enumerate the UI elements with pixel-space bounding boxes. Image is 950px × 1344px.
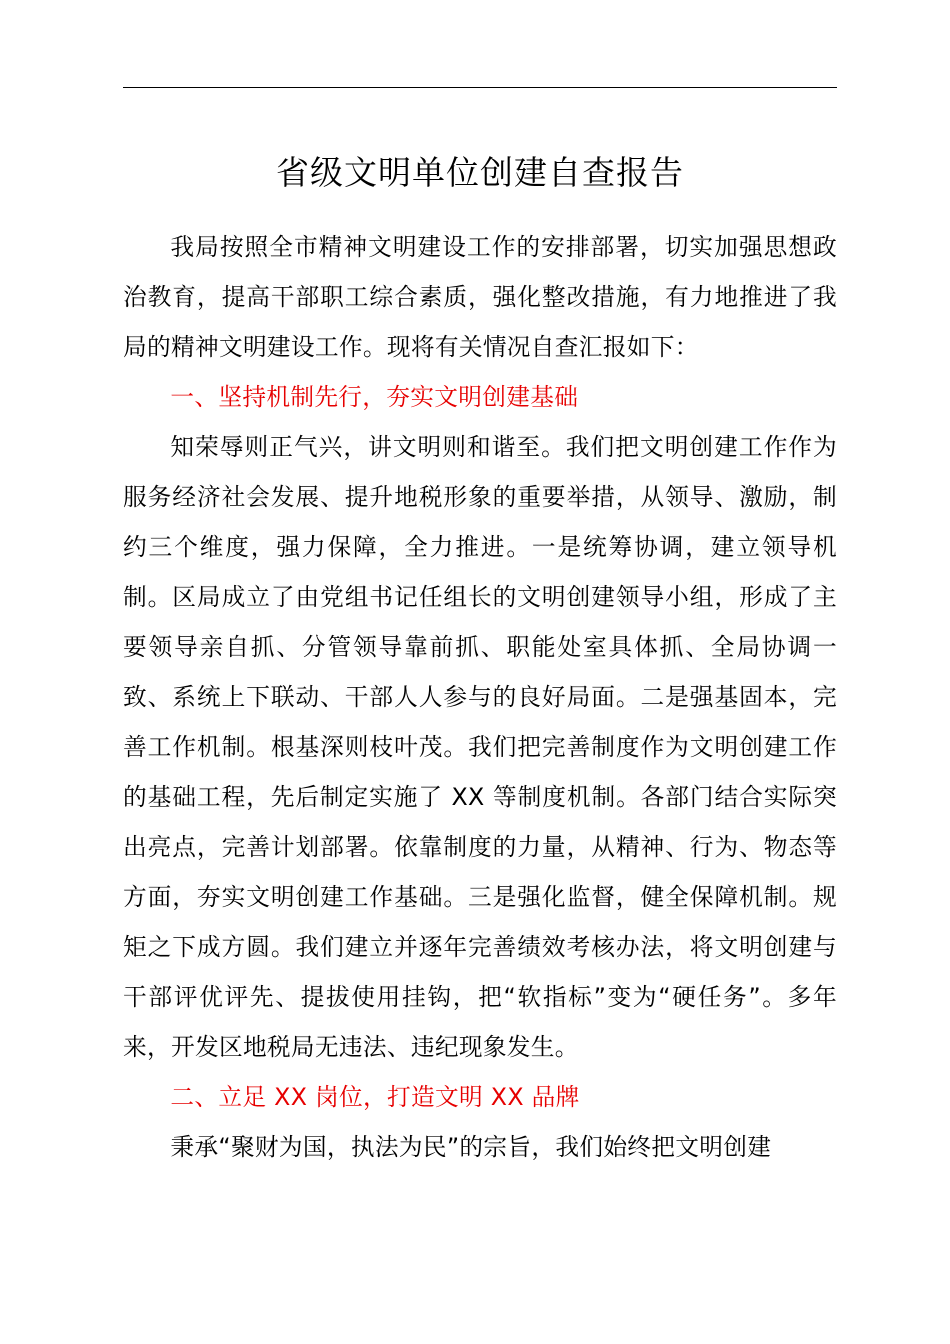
- section-2-paragraph: 秉承“聚财为国，执法为民”的宗旨，我们始终把文明创建: [170, 1133, 772, 1161]
- document-body: [123, 222, 837, 1172]
- header-rule: [123, 87, 837, 88]
- section-1-paragraph: 知荣辱则正气兴，讲文明则和谐至。我们把文明创建工作作为服务经济社会发展、提升地税形象的重要举措，从领导、激励，制约三个维度，强力保障，全力推进。一是统筹协调，建立领导机制。区局成立了由党组书记任组长的文明创建领导小组，形成了主要领导亲自抓、分管领导靠前抓、职能处室具体抓、全局协调一致、系统上下联动、干部人人参与的良好局面。二是强基固本，完善工作机制。根基深则枝叶茂。我们把完善制度作为文明创建工作的基础工程，先后制定实施了 XX 等制度机制。各部门结合实际突出亮点，完善计划部署。依靠制度的力量，从精神、行为、物态等方面，夯实文明创建工作基础。三是强化监督，健全保障机制。规矩之下成方圆。我们建立并逐年完善绩效考核办法，将文明创建与干部评优评先、提拔使用挂钩，把“软指标”变为“硬任务”。多年来，开发区地税局无违法、违纪现象发生。: [123, 433, 837, 1061]
- intro-paragraph: 我局按照全市精神文明建设工作的安排部署，切实加强思想政治教育，提高干部职工综合素质，强化整改措施，有力地推进了我局的精神文明建设工作。现将有关情况自查汇报如下：: [123, 233, 837, 361]
- section-2-heading: 二、立足 XX 岗位，打造文明 XX 品牌: [170, 1083, 580, 1111]
- section-1-heading: 一、坚持机制先行，夯实文明创建基础: [170, 383, 579, 411]
- document-title: 省级文明单位创建自查报告: [276, 153, 684, 192]
